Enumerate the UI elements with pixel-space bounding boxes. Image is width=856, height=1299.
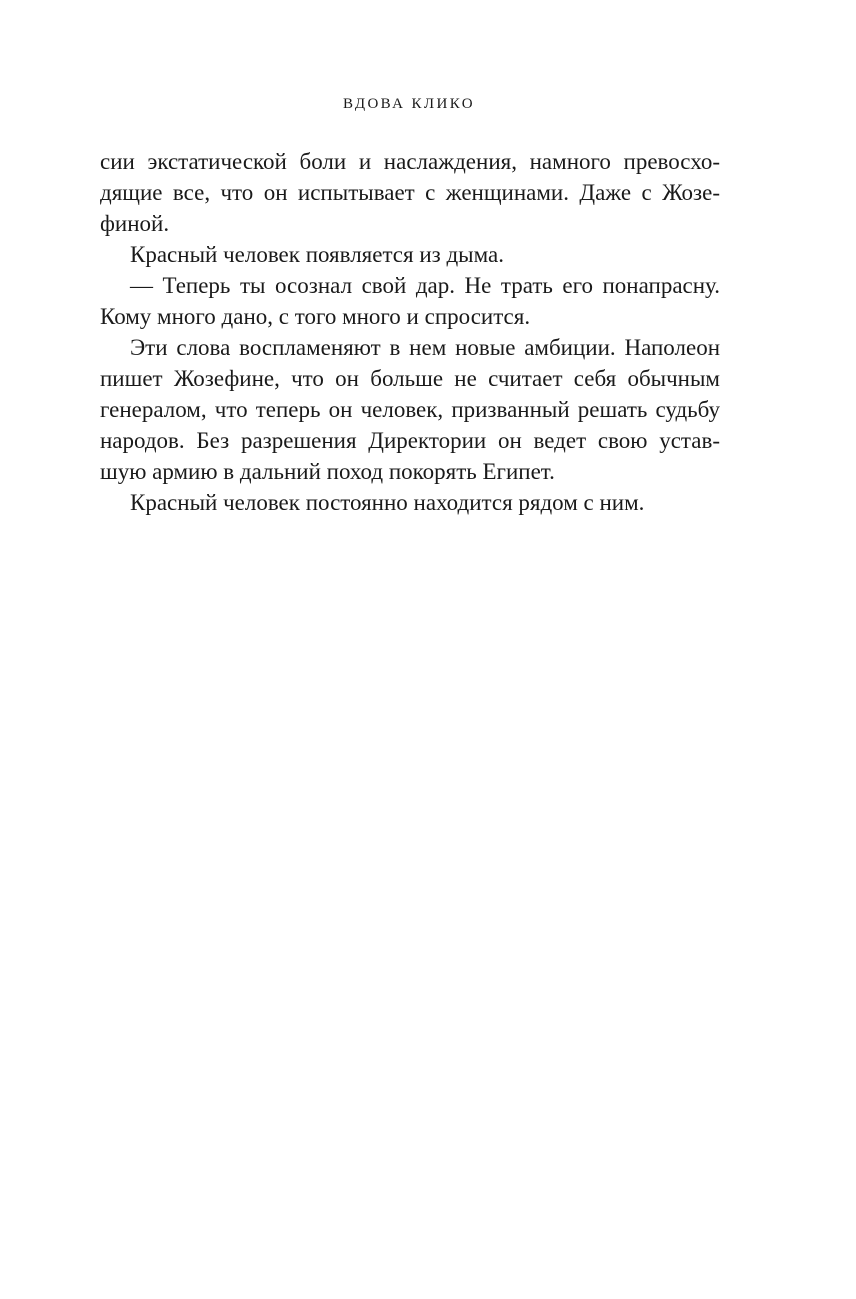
text-line: пишет Жозефине, что он больше не считает себя обычным: [100, 366, 720, 391]
body-text: [100, 146, 720, 518]
text-line: финой.: [100, 211, 170, 236]
text-line: народов. Без разрешения Директории он ведет свою устав-: [100, 428, 720, 453]
running-head: ВДОВА КЛИКО: [342, 96, 475, 112]
text-line: Кому много дано, с того много и спросится.: [100, 304, 531, 329]
text-line: Красный человек появляется из дыма.: [130, 242, 504, 267]
text-line: Красный человек постоянно находится рядом с ним.: [130, 490, 645, 515]
text-line: генералом, что теперь он человек, призванный решать судьбу: [100, 397, 720, 422]
text-line: дящие все, что он испытывает с женщинами. Даже с Жозе-: [100, 180, 720, 205]
text-line: Эти слова воспламеняют в нем новые амбиции. Наполеон: [130, 335, 720, 360]
text-line: — Теперь ты осознал свой дар. Не трать его понапрасну.: [130, 273, 720, 298]
text-line: сии экстатической боли и наслаждения, намного превосхо-: [100, 149, 720, 174]
text-line: шую армию в дальний поход покорять Египет.: [100, 459, 555, 484]
